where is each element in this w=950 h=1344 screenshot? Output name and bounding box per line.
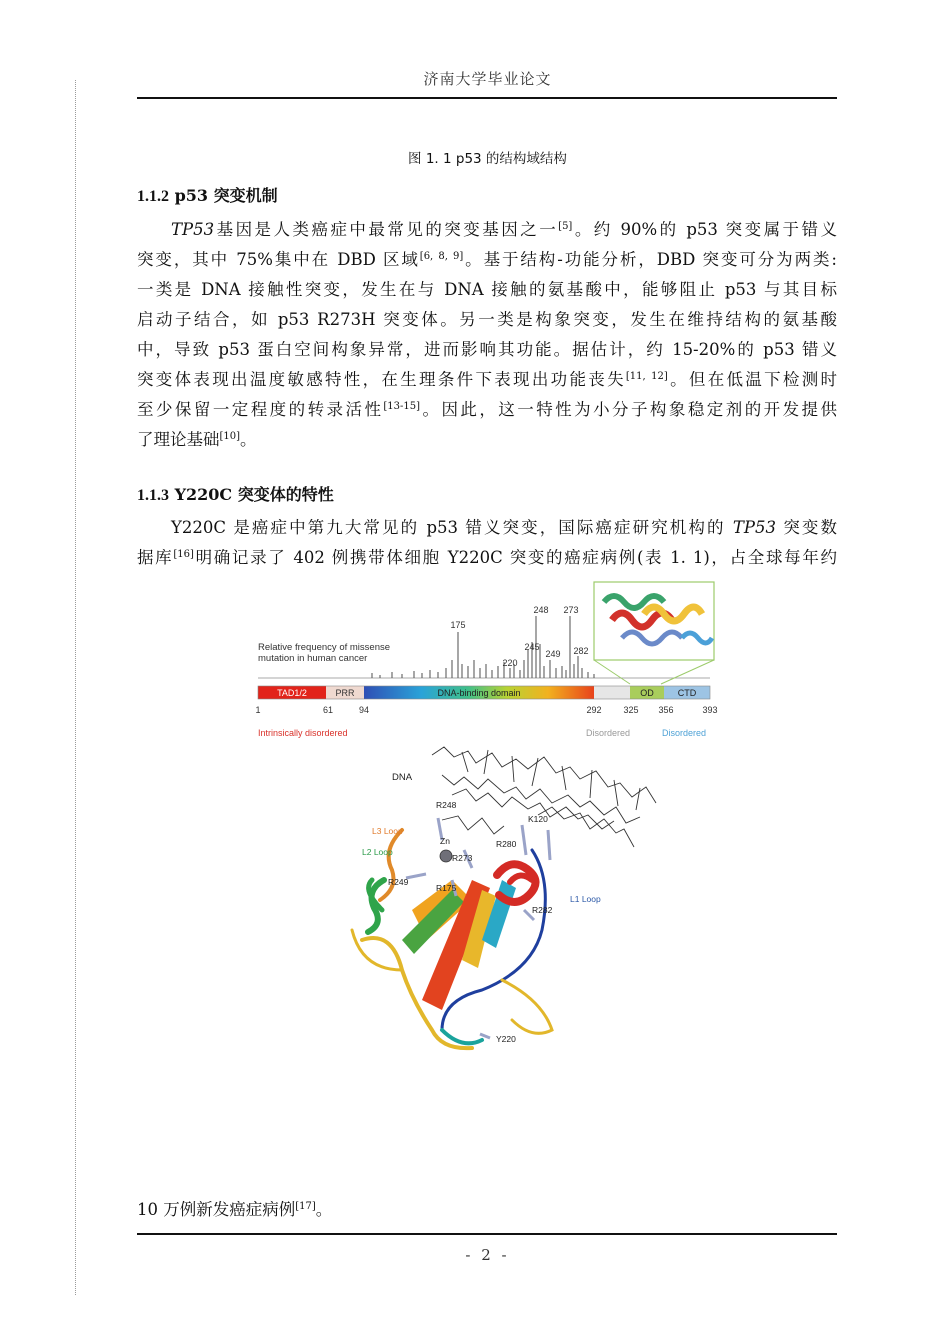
section-heading-1-1-2 [137,183,278,206]
section-title: p53 突变机制 [174,186,278,205]
residue-position: 393 [702,705,718,715]
text-line: TP53基因是人类癌症中最常见的突变基因之一[5]。约 90%的 p53 突变属于错义 [171,220,838,239]
residue-position: 61 [322,705,334,715]
histogram-label: mutation in human cancer [258,653,368,664]
text-line: 启动子结合，如 p53 R273H 突变体。另一类是构象突变，发生在维持结构的氨基酸 [137,310,837,329]
text-line: 突变体表现出温度敏感特性，在生理条件下表现出功能丧失[11, 12]。但在低温下检测时 [137,370,838,389]
structure-label: DNA [392,772,413,783]
residue-position: 1 [255,705,261,715]
structure-label: R282 [532,905,553,915]
structure-label: R249 [388,877,409,887]
disorder-label: Disordered [662,728,707,738]
structure-label: L3 Loop [372,826,403,836]
header-rule [137,97,837,99]
zinc-atom [440,850,452,862]
dna-wireframe [432,747,656,847]
text-line: 中，导致 p53 蛋白空间构象异常，进而影响其功能。据估计，约 15-20%的 p53 错义 [137,340,837,359]
structure-label: R273 [452,853,473,863]
hotspot-label: 175 [450,620,466,630]
text-line: 突变，其中 75%集中在 DBD 区域[6, 8, 9]。基于结构-功能分析，DBD 突变可分为两类: [137,250,837,269]
domain-label: PRR [335,688,355,698]
footer-rule [137,1233,837,1235]
structure-label: K120 [528,814,548,824]
hotspot-label: 249 [545,649,561,659]
hotspot-label: 273 [563,605,579,615]
histogram-label: Relative frequency of missense [258,642,391,653]
structure-label: R175 [436,883,457,893]
text-line: 据库[16]明确记录了 402 例携带体细胞 Y220C 突变的癌症病例(表 1. 1)，占全球每年约 [137,548,837,567]
structure-label: L2 Loop [362,847,393,857]
hotspot-label: 248 [533,605,549,615]
domain-linker [594,686,630,699]
paragraph-p53-mutation-mechanism [137,215,837,455]
paragraph-y220c-properties [137,513,837,573]
running-header: 济南大学毕业论文 [423,70,552,88]
hotspot-label: 282 [573,646,589,656]
mutation-frequency-histogram [372,616,594,678]
disorder-label: Disordered [586,728,631,738]
structure-label: R248 [436,800,457,810]
structure-label: L1 Loop [570,894,601,904]
text-line: 一类是 DNA 接触性突变，发生在与 DNA 接触的氨基酸中，能够阻止 p53 与其目标 [137,280,837,299]
section-number: 1.1.3 [137,487,169,504]
figure-caption: 图 1. 1 p53 的结构域结构 [408,151,567,167]
structure-label: R280 [496,839,517,849]
page-number: - 2 - [465,1246,510,1264]
residue-position: 94 [358,705,370,715]
residue-position: 356 [658,705,674,715]
domain-label: CTD [677,688,697,698]
hotspot-label: 220 [502,658,518,668]
section-number: 1.1.2 [137,188,169,205]
residue-position: 325 [623,705,639,715]
domain-label: OD [640,688,654,698]
p53-domain-structure-figure [252,580,724,1070]
domain-label: TAD1/2 [277,688,307,698]
residue-position: 292 [586,705,602,715]
structure-label: Zn [440,836,450,846]
text-line: 至少保留一定程度的转录活性[13-15]。因此，这一特性为小分子构象稳定剂的开发提供 [137,400,837,419]
hotspot-label: 245 [524,642,540,652]
disorder-label: Intrinsically disordered [258,728,348,738]
section-title: Y220C 突变体的特性 [174,485,334,504]
binding-margin-line [75,80,76,1295]
structure-label: Y220 [496,1034,516,1044]
inset-callout-line [661,660,714,684]
inset-callout-line [594,660,630,684]
text-line: Y220C 是癌症中第九大常见的 p53 错义突变，国际癌症研究机构的 TP53 突变数 [171,518,837,537]
paragraph-continuation [137,1195,837,1225]
section-heading-1-1-3 [137,482,334,505]
text-line: 10 万例新发癌症病例[17]。 [137,1200,333,1219]
text-line: 了理论基础[10]。 [137,430,257,449]
domain-label: DNA-binding domain [437,688,521,698]
